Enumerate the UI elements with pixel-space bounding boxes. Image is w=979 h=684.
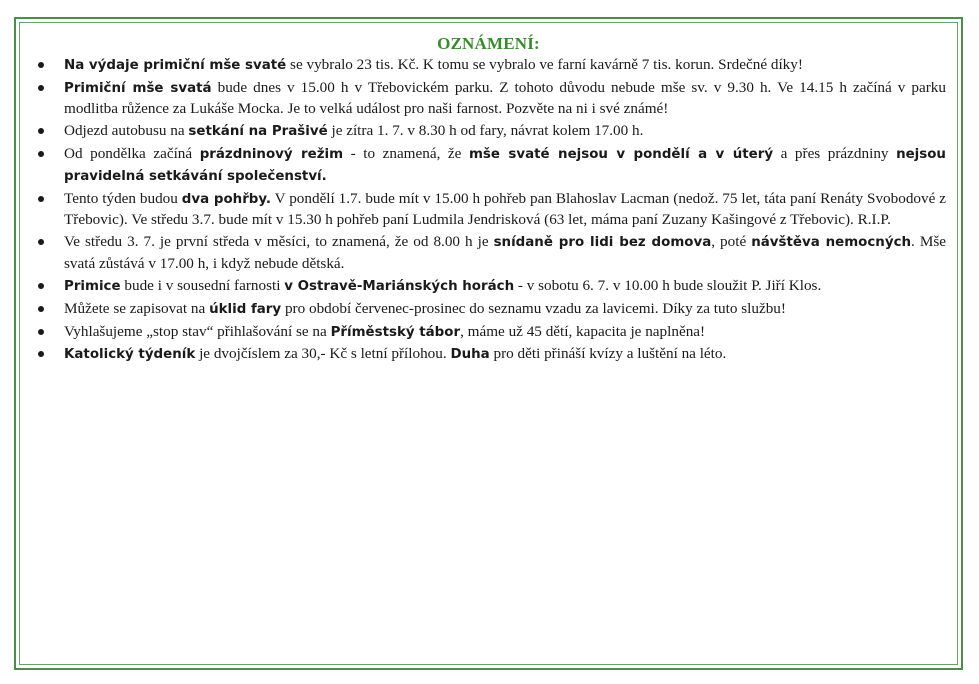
notice-frame	[14, 17, 963, 670]
bullet-icon	[38, 62, 44, 68]
bullet-icon	[38, 151, 44, 157]
notice-emphasis: Duha	[450, 347, 490, 363]
notice-title: OZNÁMENÍ:	[437, 34, 540, 53]
notice-emphasis: Primice	[64, 278, 121, 294]
notice-emphasis: Na výdaje primiční mše svaté	[64, 58, 287, 73]
notice-emphasis: úklid fary	[209, 301, 282, 317]
notice-text: . Mše svatá zůstává v 17.00 h, i když nebude dětská.	[64, 233, 946, 272]
bullet-icon	[38, 283, 44, 289]
bullet-icon	[38, 306, 44, 312]
notice-text: Vyhlašujeme „stop stav“ přihlašování se na	[64, 322, 331, 340]
notice-emphasis: setkání na Prašivé	[188, 124, 328, 140]
bullet-icon	[38, 239, 44, 245]
notice-text: je zítra 1. 7. v 8.30 h od fary, návrat kolem 17.00 h.	[327, 122, 644, 140]
notice-text: - v sobotu 6. 7. v 10.00 h bude sloužit P. Jiří Klos.	[514, 276, 822, 294]
notice-emphasis: mše svaté nejsou v pondělí a v úterý	[468, 147, 774, 163]
notice-text: se vybralo 23 tis. Kč. K tomu se vybralo ve farní kavárně 7 tis. korun. Srdečné díky!	[286, 56, 803, 73]
notice-text: Tento týden budou	[64, 189, 182, 207]
notice-emphasis: Primiční mše svatá	[64, 80, 212, 96]
notice-item	[38, 299, 946, 321]
notice-item	[38, 344, 946, 366]
notice-text: , poté	[711, 233, 752, 251]
notice-item	[38, 189, 946, 231]
notice-text: , máme už 45 dětí, kapacita je naplněna!	[460, 322, 706, 340]
notice-item	[38, 144, 946, 187]
notice-emphasis: dva pohřby.	[181, 191, 271, 207]
notice-text: V pondělí 1.7. bude mít v 15.00 h pohřeb pan Blahoslav Lacman (nedož. 75 let, táta paní Renáty Svobodové z Třebovic). Ve středu 3.7. bude mít v 15.30 h pohřeb paní Ludmila Jendrisková (63 let, máma paní Zuzany Kašingové z Třebovic). R.I.P.	[64, 189, 946, 229]
notice-emphasis: nejsou pravidelná setkávání společenství.	[64, 147, 946, 184]
notice-item	[38, 78, 946, 120]
bullet-icon	[38, 196, 44, 202]
notice-emphasis: snídaně pro lidi bez domova	[493, 235, 712, 251]
notice-text: Odjezd autobusu na	[64, 122, 189, 140]
notice-text: bude dnes v 15.00 h v Třebovickém parku. Z tohoto důvodu nebude mše sv. v 9.30 h. Ve 14.15 h začíná v parku modlitba růžence za Lukáše Mocka. Je to velká událost pro naši farnost. Pozvěte na ni i své známé!	[64, 78, 946, 118]
notice-text: pro období červenec-prosinec do seznamu vzadu za lavicemi. Díky za tuto službu!	[281, 299, 786, 317]
notice-item	[38, 232, 946, 274]
notice-text: - to znamená, že	[343, 145, 469, 163]
notice-text: pro děti přináší kvízy a luštění na léto.	[489, 345, 727, 363]
bullet-icon	[38, 85, 44, 91]
bullet-icon	[38, 351, 44, 357]
notice-emphasis: Katolický týdeník	[64, 347, 196, 363]
notice-list	[38, 55, 946, 367]
notice-item	[38, 276, 946, 298]
notice-text: Můžete se zapisovat na	[64, 299, 210, 317]
notice-text: a přes prázdniny	[773, 145, 897, 163]
notice-emphasis: návštěva nemocných	[751, 235, 912, 251]
notice-item	[38, 55, 946, 77]
bullet-icon	[38, 128, 44, 134]
notice-text: bude i v sousední farnosti	[120, 276, 285, 294]
notice-emphasis: prázdninový režim	[199, 147, 344, 163]
notice-emphasis: v Ostravě-Mariánských horách	[284, 278, 515, 294]
bullet-icon	[38, 329, 44, 335]
notice-text: Ve středu 3. 7. je první středa v měsíci, to znamená, že od 8.00 h je	[64, 233, 494, 251]
notice-text: je dvojčíslem za 30,- Kč s letní přílohou.	[195, 345, 451, 363]
notice-item	[38, 322, 946, 344]
notice-inner-frame	[19, 22, 958, 665]
notice-text: Od pondělka začíná	[64, 145, 200, 163]
notice-emphasis: Příměstský tábor	[330, 324, 461, 340]
notice-item	[38, 121, 946, 143]
